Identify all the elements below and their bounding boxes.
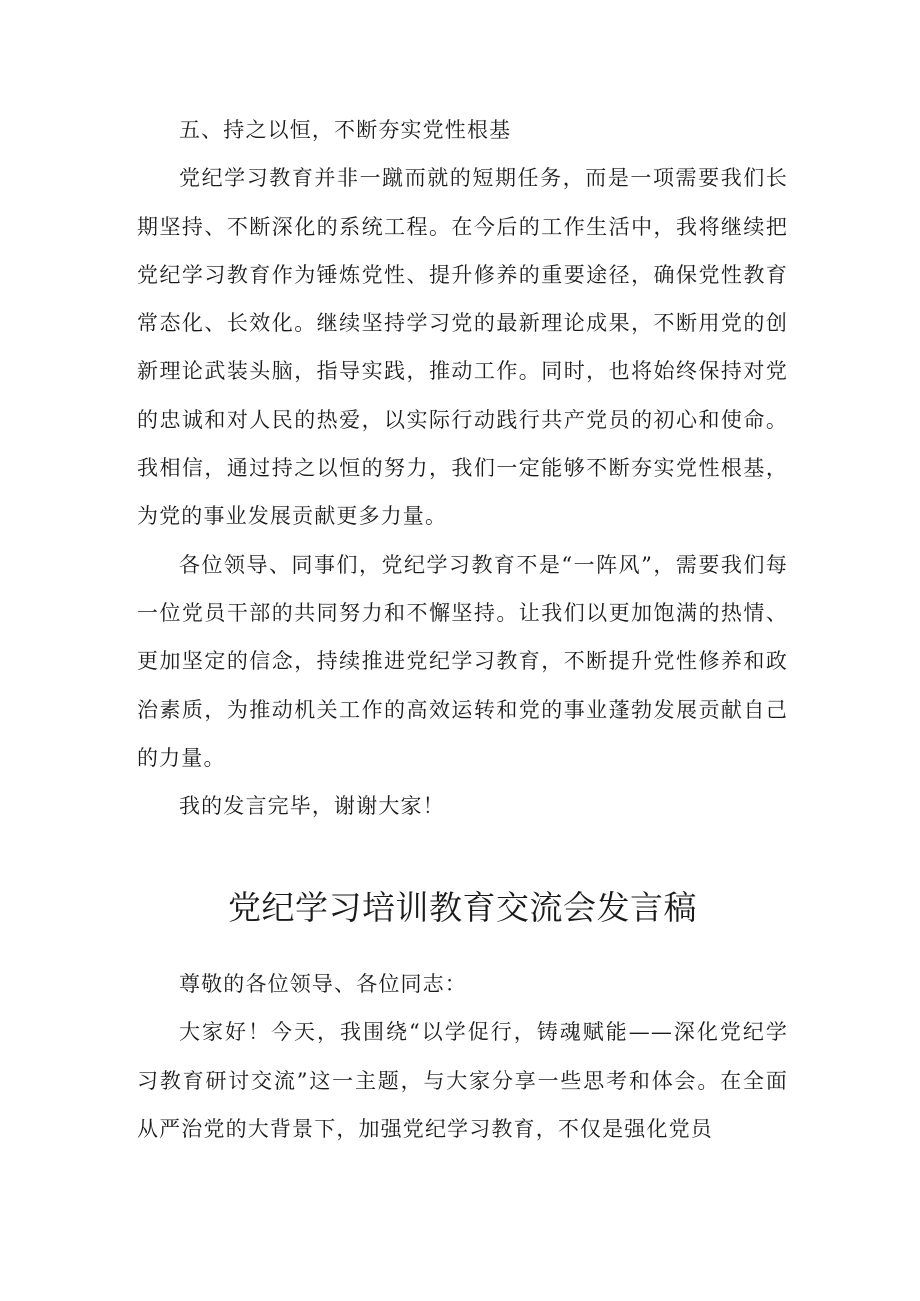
text-block-bottom	[137, 960, 788, 1153]
text-block-top	[137, 106, 788, 830]
section-heading: 五、持之以恒，不断夯实党性根基	[179, 118, 512, 142]
body-paragraph: 党纪学习教育并非一蹴而就的短期任务，而是一项需要我们长期坚持、不断深化的系统工程。在今后的工作生活中，我将继续把党纪学习教育作为锤炼党性、提升修养的重要途径，确保党性教育常态化、长效化。继续坚持学习党的最新理论成果，不断用党的创新理论武装头脑，指导实践，推动工作。同时，也将始终保持对党的忠诚和对人民的热爱，以实际行动践行共产党员的初心和使命。我相信，通过持之以恒的努力，我们一定能够不断夯实党性根基，为党的事业发展贡献更多力量。	[137, 166, 788, 529]
salutation: 尊敬的各位领导、各位同志：	[179, 972, 467, 996]
closing-remark: 我的发言完毕，谢谢大家！	[179, 794, 445, 819]
body-paragraph: 大家好！今天，我围绕“以学促行，铸魂赋能——深化党纪学习教育研讨交流”这一主题，与大家分享一些思考和体会。在全面从严治党的大背景下，加强党纪学习教育，不仅是强化党员	[137, 1020, 788, 1141]
document-title: 党纪学习培训教育交流会发言稿	[228, 888, 697, 927]
body-paragraph: 各位领导、同事们，党纪学习教育不是“一阵风”，需要我们每一位党员干部的共同努力和不懈坚持。让我们以更加饱满的热情、更加坚定的信念，持续推进党纪学习教育，不断提升党性修养和政治素质，为推动机关工作的高效运转和党的事业蓬勃发展贡献自己的力量。	[137, 552, 788, 770]
